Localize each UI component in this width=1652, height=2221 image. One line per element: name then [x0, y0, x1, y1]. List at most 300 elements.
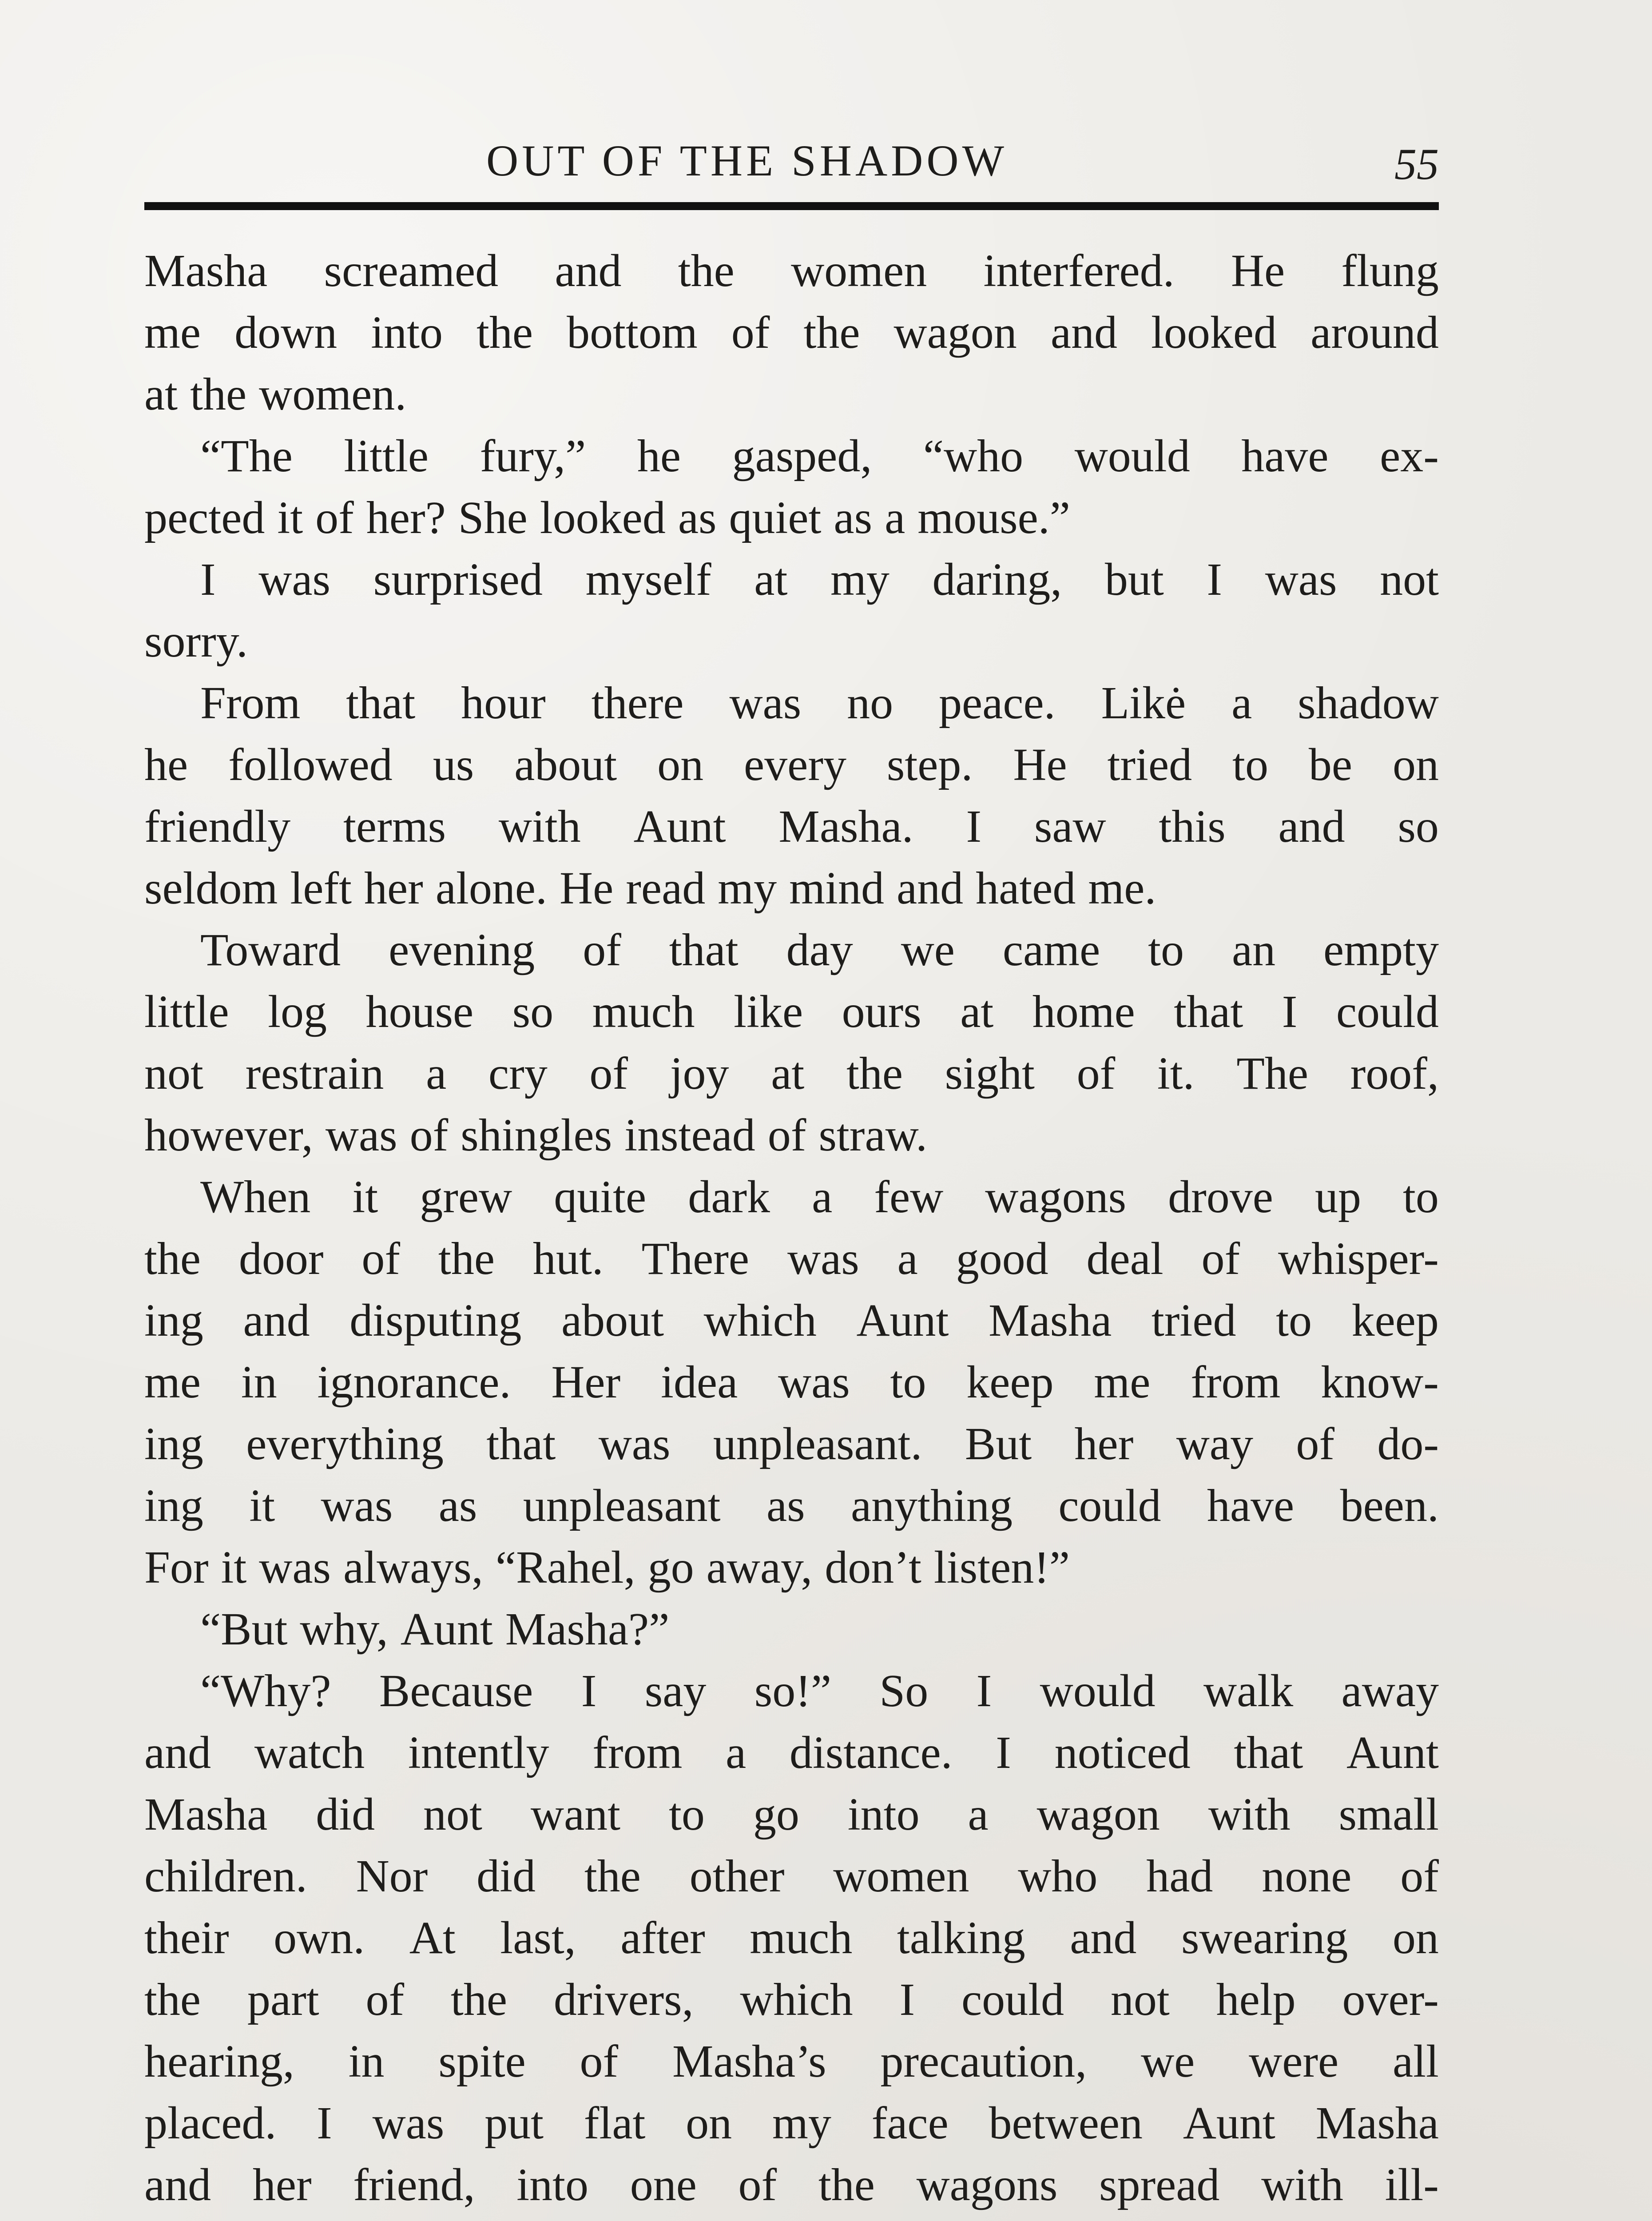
text-word: I: [976, 1665, 992, 1716]
text-word: whisper-: [1278, 1233, 1439, 1284]
text-word: that: [669, 924, 739, 975]
text-word: so!”: [754, 1665, 832, 1716]
text-word: on: [686, 2098, 732, 2149]
text-line: [144, 1475, 1439, 1536]
text-word: as: [438, 1480, 477, 1531]
text-word: mind: [789, 863, 884, 914]
text-word: door: [238, 1233, 324, 1284]
text-word: ignorance.: [317, 1357, 511, 1408]
text-word: flung: [1341, 245, 1439, 296]
text-word: I: [899, 1974, 915, 2025]
text-word: that: [1234, 1727, 1303, 1778]
text-word: would: [1074, 430, 1190, 482]
text-word: who: [1018, 1851, 1098, 1902]
text-word: straw.: [818, 1110, 927, 1161]
text-word: of: [1296, 1418, 1334, 1469]
text-word: Masha: [144, 1789, 268, 1840]
text-word: between: [989, 2098, 1143, 2149]
text-word: ours: [842, 986, 921, 1037]
text-word: shingles: [461, 1110, 612, 1161]
text-word: and: [1070, 1912, 1137, 1963]
text-word: her: [252, 2159, 312, 2210]
text-line: [144, 1598, 1439, 1660]
text-word: He: [1013, 739, 1067, 790]
text-word: was: [778, 1357, 850, 1408]
text-word: [594, 2216, 684, 2221]
text-word: in: [241, 1357, 277, 1408]
text-word: Masha?”: [505, 1604, 670, 1655]
text-word: of: [1201, 1233, 1240, 1284]
text-line: [144, 919, 1439, 981]
text-word: Masha: [989, 1295, 1112, 1346]
text-word: their: [144, 1912, 229, 1963]
text-word: an: [1231, 924, 1276, 975]
text-word: and: [1278, 801, 1345, 852]
text-word: it: [221, 1542, 247, 1593]
text-line: [144, 734, 1439, 796]
text-word: joy: [670, 1048, 729, 1099]
text-word: ing: [144, 1480, 203, 1531]
text-word: Aunt: [1183, 2098, 1275, 2149]
text-word: I: [581, 1665, 597, 1716]
text-word: followed: [228, 739, 393, 790]
text-word: anything: [851, 1480, 1013, 1531]
text-word: Masha: [144, 245, 268, 296]
text-word: peace.: [939, 677, 1056, 728]
text-line: [144, 1722, 1439, 1783]
text-line: [144, 1907, 1439, 1969]
text-word: the: [803, 307, 860, 358]
text-word: [482, 2216, 542, 2221]
text-word: of: [1400, 1851, 1439, 1902]
text-line: [144, 487, 1439, 549]
text-word: could: [1058, 1480, 1161, 1531]
text-word: daring,: [932, 554, 1062, 605]
text-word: was: [787, 1233, 859, 1284]
text-word: deal: [1086, 1233, 1164, 1284]
text-word: I: [1282, 986, 1298, 1037]
text-word: ex-: [1380, 430, 1439, 482]
text-line: [144, 1845, 1439, 1907]
text-word: of: [361, 1233, 401, 1284]
text-word: log: [268, 986, 327, 1037]
text-word: would: [1040, 1665, 1156, 1716]
text-line: [144, 549, 1439, 610]
text-word: why,: [300, 1604, 388, 1655]
text-word: looked: [1151, 307, 1277, 358]
text-word: Aunt: [856, 1295, 949, 1346]
text-word: day: [786, 924, 853, 975]
text-word: my: [830, 554, 890, 605]
text-word: much: [592, 986, 695, 1037]
text-word: not: [1110, 1974, 1170, 2025]
text-word: her?: [366, 492, 446, 543]
text-word: wagons: [985, 1171, 1127, 1222]
text-word: with: [498, 801, 581, 852]
text-word: of: [365, 1974, 405, 2025]
text-line: [144, 1536, 1439, 1598]
text-word: ing: [144, 1418, 203, 1469]
text-word: of: [315, 492, 354, 543]
text-word: watch: [254, 1727, 365, 1778]
text-word: of: [731, 307, 770, 358]
text-word: after: [620, 1912, 705, 1963]
text-word: home: [1032, 986, 1135, 1037]
text-line: [144, 2216, 1439, 2221]
text-word: “But: [200, 1604, 288, 1655]
text-word: all: [1392, 2036, 1439, 2087]
text-word: and: [1050, 307, 1117, 358]
text-word: pected: [144, 492, 265, 543]
text-word: a: [812, 1171, 833, 1222]
text-word: hour: [461, 677, 546, 728]
text-word: flat: [584, 2098, 646, 2149]
text-word: been.: [1340, 1480, 1439, 1531]
text-word: Aunt: [1346, 1727, 1439, 1778]
text-line: [144, 1290, 1439, 1351]
text-word: [1165, 2216, 1260, 2221]
text-word: [144, 2216, 303, 2221]
text-word: but: [1104, 554, 1164, 605]
text-word: and: [144, 2159, 211, 2210]
text-word: came: [1002, 924, 1100, 975]
text-word: Masha.: [778, 801, 913, 852]
text-word: to: [1403, 1171, 1439, 1222]
text-word: wagon: [1036, 1789, 1160, 1840]
running-title: OUT OF THE SHADOW: [486, 136, 1008, 185]
text-word: I: [1207, 554, 1223, 605]
text-word: up: [1314, 1171, 1361, 1222]
text-word: quite: [554, 1171, 647, 1222]
text-word: it: [352, 1171, 378, 1222]
text-word: into: [371, 307, 443, 358]
text-word: no: [847, 677, 894, 728]
text-word: hut.: [532, 1233, 604, 1284]
text-word: like: [734, 986, 803, 1037]
text-word: part: [247, 1974, 319, 2025]
text-word: was: [259, 1542, 331, 1593]
text-line: [144, 240, 1439, 302]
text-word: read: [626, 863, 706, 914]
text-word: quiet: [729, 492, 822, 543]
text-word: wagons: [916, 2159, 1058, 2210]
text-word: that: [1174, 986, 1243, 1037]
text-word: do-: [1377, 1418, 1439, 1469]
text-word: other: [689, 1851, 785, 1902]
text-word: Aunt: [633, 801, 726, 852]
text-word: There: [641, 1233, 750, 1284]
text-line: [144, 1660, 1439, 1722]
text-word: to: [669, 1789, 705, 1840]
text-word: me: [1094, 1357, 1151, 1408]
text-line: [144, 796, 1439, 857]
text-word: the: [450, 1974, 507, 2025]
text-word: it: [277, 492, 303, 543]
text-word: sight: [945, 1048, 1035, 1099]
text-word: Masha’s: [672, 2036, 826, 2087]
text-word: Likė: [1101, 677, 1186, 728]
text-word: Masha: [1315, 2098, 1439, 2149]
text-word: and: [243, 1295, 310, 1346]
text-word: swearing: [1181, 1912, 1348, 1963]
text-word: interfered.: [983, 245, 1175, 296]
text-word: a: [426, 1048, 447, 1099]
text-word: about: [514, 739, 617, 790]
text-word: Toward: [200, 924, 341, 975]
text-word: drivers,: [553, 1974, 694, 2025]
text-word: “The: [200, 430, 293, 482]
text-word: so: [512, 986, 554, 1037]
text-word: into: [847, 1789, 920, 1840]
text-word: go: [647, 1542, 694, 1593]
text-word: and: [896, 863, 964, 914]
text-word: that: [486, 1418, 556, 1469]
text-word: had: [1146, 1851, 1213, 1902]
text-word: cry: [488, 1048, 548, 1099]
text-word: was: [1265, 554, 1337, 605]
text-word: at: [144, 369, 178, 420]
text-word: of: [1076, 1048, 1116, 1099]
text-word: to: [1232, 739, 1268, 790]
text-word: always,: [343, 1542, 483, 1593]
text-word: say: [644, 1665, 707, 1716]
text-word: over-: [1342, 1974, 1439, 2025]
text-word: Aunt: [400, 1604, 493, 1655]
text-word: The: [1236, 1048, 1309, 1099]
text-word: the: [438, 1233, 495, 1284]
text-word: we: [1141, 2036, 1195, 2087]
text-word: ill-: [1385, 2159, 1439, 2210]
text-word: screamed: [324, 245, 499, 296]
text-word: he: [144, 739, 188, 790]
text-word: with: [1208, 1789, 1291, 1840]
text-word: was: [258, 554, 331, 605]
text-word: around: [1310, 307, 1439, 358]
text-word: it.: [1157, 1048, 1195, 1099]
text-word: spread: [1099, 2159, 1220, 2210]
text-word: looked: [540, 492, 666, 543]
text-word: at: [754, 554, 788, 605]
text-word: a: [1231, 677, 1252, 728]
text-word: don’t: [825, 1542, 921, 1593]
text-word: away,: [706, 1542, 813, 1593]
text-word: women: [791, 245, 927, 296]
text-line: [144, 672, 1439, 734]
text-word: to: [1148, 924, 1184, 975]
text-word: go: [753, 1789, 799, 1840]
text-word: the: [678, 245, 735, 296]
text-line: [144, 1043, 1439, 1104]
text-word: one: [630, 2159, 697, 2210]
text-word: of: [589, 1048, 628, 1099]
text-word: intently: [408, 1727, 549, 1778]
text-word: with: [1261, 2159, 1343, 2210]
text-word: he: [637, 430, 681, 482]
text-word: [1402, 2216, 1439, 2221]
text-word: of: [767, 1110, 806, 1161]
text-word: At: [409, 1912, 456, 1963]
text-word: a: [885, 492, 905, 543]
text-word: be: [1308, 739, 1353, 790]
text-word: about: [561, 1295, 664, 1346]
text-word: not: [423, 1789, 482, 1840]
text-word: me: [144, 307, 201, 358]
text-word: hearing,: [144, 2036, 294, 2087]
text-word: I: [317, 2098, 332, 2149]
text-word: seldom: [144, 863, 278, 914]
text-word: mouse.”: [917, 492, 1070, 543]
text-word: unpleasant.: [713, 1418, 922, 1469]
text-word: empty: [1323, 924, 1439, 975]
text-word: her: [1074, 1418, 1134, 1469]
text-word: She: [458, 492, 528, 543]
text-word: everything: [246, 1418, 444, 1469]
text-word: unpleasant: [523, 1480, 721, 1531]
text-word: not: [144, 1048, 203, 1099]
text-word: this: [1159, 801, 1226, 852]
text-word: dark: [688, 1171, 770, 1222]
page-header: [144, 127, 1439, 203]
text-word: women: [833, 1851, 969, 1902]
text-word: [933, 2216, 980, 2221]
text-word: little: [344, 430, 429, 482]
text-line: [144, 363, 1439, 425]
text-word: the: [144, 1233, 201, 1284]
text-word: into: [516, 2159, 589, 2210]
text-word: women.: [259, 369, 407, 420]
text-word: us: [433, 739, 474, 790]
text-word: children.: [144, 1851, 307, 1902]
text-word: her: [364, 863, 423, 914]
text-word: was: [729, 677, 802, 728]
text-word: which: [740, 1974, 853, 2025]
text-word: at: [960, 986, 994, 1037]
text-line: [144, 981, 1439, 1043]
text-word: myself: [585, 554, 711, 605]
text-word: idea: [661, 1357, 738, 1408]
text-word: “Rahel,: [495, 1542, 635, 1593]
text-word: drove: [1168, 1171, 1273, 1222]
text-word: however,: [144, 1110, 313, 1161]
text-word: last,: [500, 1912, 576, 1963]
text-word: sorry.: [144, 616, 248, 667]
text-word: way: [1176, 1418, 1253, 1469]
text-word: down: [234, 307, 338, 358]
text-word: alone.: [435, 863, 548, 914]
text-word: small: [1338, 1789, 1439, 1840]
text-line: [144, 1969, 1439, 2030]
text-word: it: [249, 1480, 275, 1531]
text-word: evening: [389, 924, 535, 975]
text-line: [144, 857, 1439, 919]
text-word: was: [598, 1418, 671, 1469]
text-word: distance.: [789, 1727, 953, 1778]
text-word: instead: [624, 1110, 755, 1161]
text-word: saw: [1034, 801, 1106, 852]
text-line: [144, 1413, 1439, 1475]
text-word: we: [901, 924, 955, 975]
text-word: wagon: [894, 307, 1017, 358]
text-line: [144, 2030, 1439, 2092]
text-word: placed.: [144, 2098, 277, 2149]
text-word: in: [348, 2036, 385, 2087]
text-word: of: [738, 2159, 777, 2210]
text-word: that: [346, 677, 416, 728]
text-word: was: [325, 1110, 397, 1161]
text-word: at: [771, 1048, 805, 1099]
text-word: left: [290, 863, 352, 914]
text-word: as: [834, 492, 873, 543]
text-line: [144, 1104, 1439, 1166]
text-word: keep: [966, 1357, 1054, 1408]
text-word: [1311, 2216, 1350, 2221]
header-rule: [144, 202, 1439, 210]
text-word: did: [316, 1789, 375, 1840]
page-number: 55: [1394, 139, 1439, 189]
text-word: the: [477, 307, 533, 358]
text-word: my: [772, 2098, 831, 2149]
text-word: on: [657, 739, 704, 790]
text-word: of: [583, 924, 621, 975]
text-word: keep: [1351, 1295, 1439, 1346]
text-word: the: [190, 369, 247, 420]
text-word: Her: [551, 1357, 621, 1408]
text-word: on: [1392, 739, 1439, 790]
text-word: He: [1231, 245, 1285, 296]
text-word: terms: [343, 801, 446, 852]
text-word: face: [871, 2098, 949, 2149]
text-word: step.: [886, 739, 973, 790]
text-word: But: [965, 1418, 1032, 1469]
text-word: a: [726, 1727, 747, 1778]
text-word: want: [530, 1789, 621, 1840]
text-word: spite: [438, 2036, 526, 2087]
text-word: restrain: [245, 1048, 384, 1099]
text-line: [144, 2154, 1439, 2216]
text-word: tried: [1107, 739, 1192, 790]
text-word: talking: [897, 1912, 1025, 1963]
text-line: [144, 1351, 1439, 1413]
text-word: and: [144, 1727, 211, 1778]
text-word: noticed: [1054, 1727, 1191, 1778]
text-word: could: [1336, 986, 1439, 1037]
text-word: Nor: [356, 1851, 428, 1902]
text-word: as: [766, 1480, 805, 1531]
text-word: my: [718, 863, 777, 914]
text-word: surprised: [373, 554, 543, 605]
text-word: For: [144, 1542, 209, 1593]
text-word: grew: [420, 1171, 512, 1222]
text-word: a: [968, 1789, 989, 1840]
text-word: From: [200, 677, 301, 728]
text-word: disputing: [349, 1295, 522, 1346]
text-word: away: [1341, 1665, 1439, 1716]
text-word: So: [879, 1665, 929, 1716]
text-word: which: [703, 1295, 817, 1346]
text-word: I: [966, 801, 982, 852]
text-word: own.: [274, 1912, 365, 1963]
text-word: He: [560, 863, 614, 914]
text-word: house: [365, 986, 474, 1037]
text-word: to: [890, 1357, 926, 1408]
text-word: was: [372, 2098, 445, 2149]
text-word: as: [678, 492, 717, 543]
text-word: shadow: [1298, 677, 1439, 728]
text-word: I: [996, 1727, 1011, 1778]
text-word: none: [1262, 1851, 1352, 1902]
text-word: could: [961, 1974, 1064, 2025]
text-line: [144, 610, 1439, 672]
